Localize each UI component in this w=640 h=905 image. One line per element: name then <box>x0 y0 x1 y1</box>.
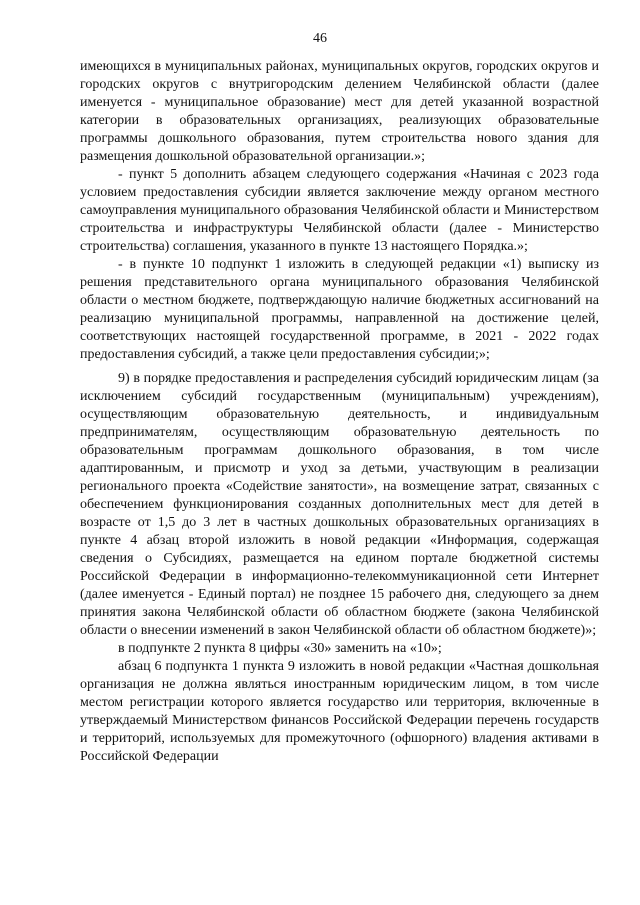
paragraph-continuation: имеющихся в муниципальных районах, муниципальных округов, городских округов и городских округов с внутригородским делением Челябинской области (далее именуется - муниципальное образование) мест для детей указанной возрастной категории в образовательных организациях, реализующих образовательные программы дошкольного образования, путем строительства нового здания для размещения дошкольной образовательной организации.»; <box>80 59 599 164</box>
paragraph-item-9: абзац 6 подпункта 1 пункта 9 изложить в новой редакции «Частная дошкольная организация не должна являться иностранным юридическим лицом, в том числе местом регистрации которого является государство или территория, включенные в утверждаемый Министерством финансов Российской Федерации перечень государств и территорий, используемых для промежуточного (офшорного) владения активами в Российской Федерации <box>80 659 599 764</box>
paragraph-item-8: в подпункте 2 пункта 8 цифры «30» заменить на «10»; <box>118 641 442 656</box>
paragraph-item-10: - в пункте 10 подпункт 1 изложить в следующей редакции «1) выписку из решения представительного органа муниципального образования Челябинской области о местном бюджете, подтверждающую наличие бюджетных ассигнований на реализацию муниципальной программы, направленной на достижение целей, соответствующих настоящей государственной программе, в 2021 - 2022 годах предоставления субсидий, а также цели предоставления субсидии;»; <box>80 257 599 362</box>
paragraph-section-9: 9) в порядке предоставления и распределения субсидий юридическим лицам (за исключением субсидий государственным (муниципальным) учреждениям), осуществляющим образовательную деятельность, и индивидуальным предпринимателям, осуществляющим образовательную деятельность по образовательным программам дошкольного образования, в том числе адаптированным, и присмотр и уход за детьми, участвующим в реализации регионального проекта «Содействие занятости», на возмещение затрат, связанных с обеспечением функционирования созданных дополнительных мест для детей в возрасте от 1,5 до 3 лет в частных дошкольных образовательных организациях в пункте 4 абзац второй изложить в новой редакции «Информация, содержащая сведения о Субсидиях, размещается на едином портале бюджетной системы Российской Федерации в информационно-телекоммуникационной сети Интернет (далее именуется - Единый портал) не позднее 15 рабочего дня, следующего за днем принятия закона Челябинской области об областном бюджете (закона Челябинской области о внесении изменений в закон Челябинской области об областном бюджете)»; <box>80 371 599 638</box>
page-number: 46 <box>313 31 327 46</box>
document-body <box>80 58 599 766</box>
paragraph-item-5: - пункт 5 дополнить абзацем следующего содержания «Начиная с 2023 года условием предоставления субсидии является заключение между органом местного самоуправления муниципального образования Челябинской области и Министерством строительства и инфраструктуры Челябинской области (далее - Министерство строительства) соглашения, указанного в пункте 13 настоящего Порядка.»; <box>80 167 599 254</box>
